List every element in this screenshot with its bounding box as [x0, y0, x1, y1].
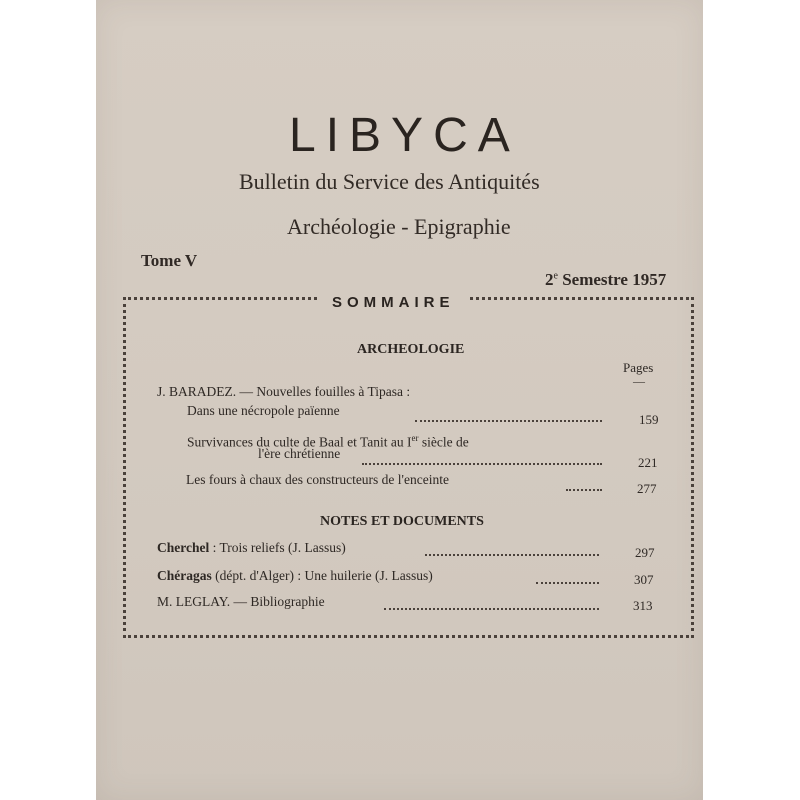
toc-entry-place: Chéragas: [157, 568, 212, 583]
pages-column-label: Pages: [623, 360, 654, 375]
toc-entry-superscript: er: [411, 433, 419, 443]
dot-leader: [566, 489, 602, 491]
semestre-number: 2: [545, 270, 554, 289]
dot-leader: [362, 463, 602, 465]
semestre-text: Semestre 1957: [557, 270, 667, 289]
toc-entry-page: 307: [634, 572, 654, 587]
journal-subtitle-2: Archéologie - Epigraphie: [287, 214, 511, 239]
toc-entry-text-line2: l'ère chrétienne: [258, 446, 341, 461]
toc-entry-page: 221: [638, 455, 658, 470]
toc-entry-page: 313: [633, 598, 653, 613]
toc-entry-text-part: Survivances du culte de Baal et Tanit au I: [187, 434, 412, 450]
toc-entry-page: 277: [637, 481, 657, 496]
dot-leader: [415, 420, 602, 422]
tome-label: Tome V: [141, 251, 198, 270]
toc-entry-text: M. LEGLAY. — Bibliographie: [157, 594, 325, 609]
pages-column-dash: —: [633, 374, 645, 388]
toc-entry-page: 297: [635, 545, 655, 560]
dot-leader: [425, 554, 599, 556]
section-heading-archeologie: ARCHEOLOGIE: [357, 342, 465, 357]
semestre-label: [545, 270, 666, 290]
dot-leader: [384, 608, 599, 610]
sommaire-heading: SOMMAIRE: [318, 294, 469, 311]
toc-entry-text: [157, 540, 346, 556]
section-heading-notes: NOTES ET DOCUMENTS: [320, 514, 484, 529]
toc-entry-text: [157, 568, 433, 584]
journal-title: LIBYCA: [289, 109, 520, 162]
toc-entry-text-part: : Trois reliefs (J. Lassus): [209, 540, 346, 555]
semestre-superscript: e: [553, 270, 558, 282]
toc-entry-text: Les fours à chaux des constructeurs de l'enceinte: [186, 472, 449, 487]
toc-entry-text-part: (dépt. d'Alger) : Une huilerie (J. Lassus): [211, 568, 433, 583]
journal-subtitle: Bulletin du Service des Antiquités: [239, 169, 540, 194]
toc-entry-place: Cherchel: [157, 540, 210, 555]
toc-entry-page: 159: [639, 412, 659, 427]
toc-entry-text-part: siècle de: [418, 434, 469, 450]
toc-entry-text: Dans une nécropole païenne: [187, 403, 340, 418]
author-entry-baradez: J. BARADEZ. — Nouvelles fouilles à Tipasa :: [157, 384, 411, 399]
dot-leader: [536, 582, 599, 584]
